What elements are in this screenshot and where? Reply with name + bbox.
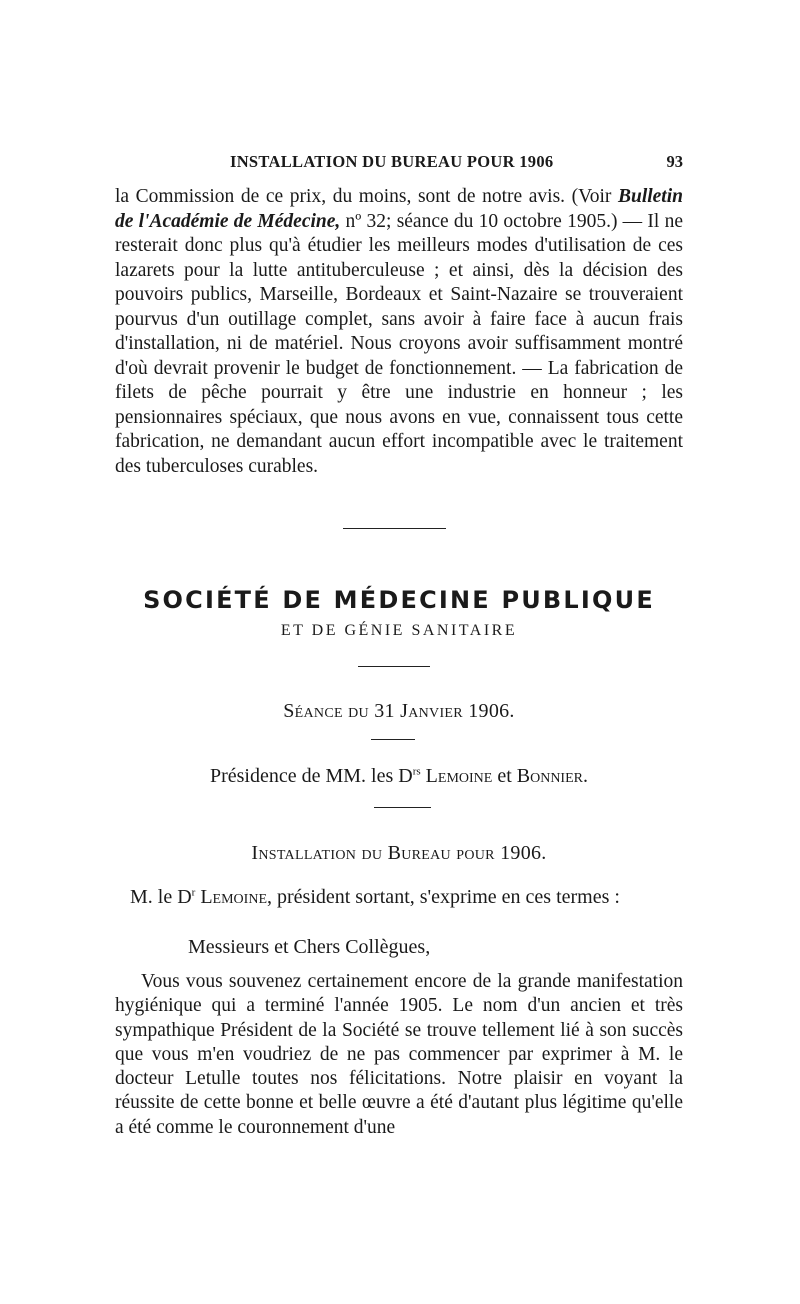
intro-rest: , président sortant, s'exprime en ces termes : <box>267 886 620 908</box>
session-date: Séance du 31 Janvier 1906. <box>283 700 515 722</box>
president-name-1: Lemoine <box>425 765 493 787</box>
presidency-line <box>115 765 683 788</box>
installation-heading: Installation du Bureau pour 1906. <box>251 842 547 864</box>
paragraph-lazarets-part1: la Commission de ce prix, du moins, sont de notre avis. (Voir <box>115 186 618 207</box>
bulletin-citation: Bulletin de l'Académie de Médecine, <box>115 186 683 232</box>
page-number: 93 <box>666 152 683 171</box>
society-subtitle: ET DE GÉNIE SANITAIRE <box>280 622 518 639</box>
salutation: Messieurs et Chers Collègues, <box>188 936 431 958</box>
president-name-2: Bonnier <box>516 765 583 787</box>
presidency-suffix: . <box>583 765 588 787</box>
paragraph-lazarets-part2: nº 32; séance du 10 octobre 1905.) — Il ne resterait donc plus qu'à étudier les meilleurs modes d'utilisation de ces lazarets pour la lutte antituberculeuse ; et ainsi, dès la décision des pouvoirs publics, Marseille, Bordeaux et Saint-Nazaire se trouveraient pourvus d'un outillage complet, sans avoir à faire face à aucun frais d'installation, ni de matériel. Nous croyons avoir suffisamment montré d'où devrait provenir le budget de fonctionnement. — La fabrication de filets de pêche pourrait y être une industrie en honneur ; les pensionnaires spéciaux, que nous avons en vue, connaissent tous cette fabrication, ne demandant aucun effort incompatible avec le traitement des tuberculoses curables. <box>115 210 683 477</box>
speaker-name: Lemoine <box>200 886 267 908</box>
running-header <box>115 152 683 178</box>
society-title: SOCIÉTÉ DE MÉDECINE PUBLIQUE <box>143 586 655 614</box>
paragraph-lazarets <box>115 185 683 479</box>
presidency-superscript: rs <box>412 765 421 778</box>
presidency-prefix: Présidence de MM. les D <box>209 765 413 787</box>
divider-after-presidency <box>374 807 431 808</box>
divider-after-title <box>358 666 430 667</box>
intro-prefix: M. le D <box>130 886 192 908</box>
presidency-conj: et <box>492 765 517 787</box>
paragraph-speech: Vous vous souvenez certainement encore de la grande manifestation hygiénique qui a terminé l'année 1905. Le nom d'un ancien et très sympathique Président de la Société se trouve tellement lié à son succès que vous m'en voudriez de ne pas commencer par exprimer à M. le docteur Letulle toutes nos félicitations. Notre plaisir en voyant la réussite de cette bonne et belle œuvre a été d'autant plus légitime qu'elle a été comme le couronnement d'une <box>115 971 683 1138</box>
section-divider <box>343 528 446 529</box>
divider-after-session <box>371 739 415 740</box>
running-header-title: INSTALLATION DU BUREAU POUR 1906 <box>230 152 554 171</box>
intro-line <box>130 886 620 909</box>
intro-superscript: r <box>191 886 196 899</box>
